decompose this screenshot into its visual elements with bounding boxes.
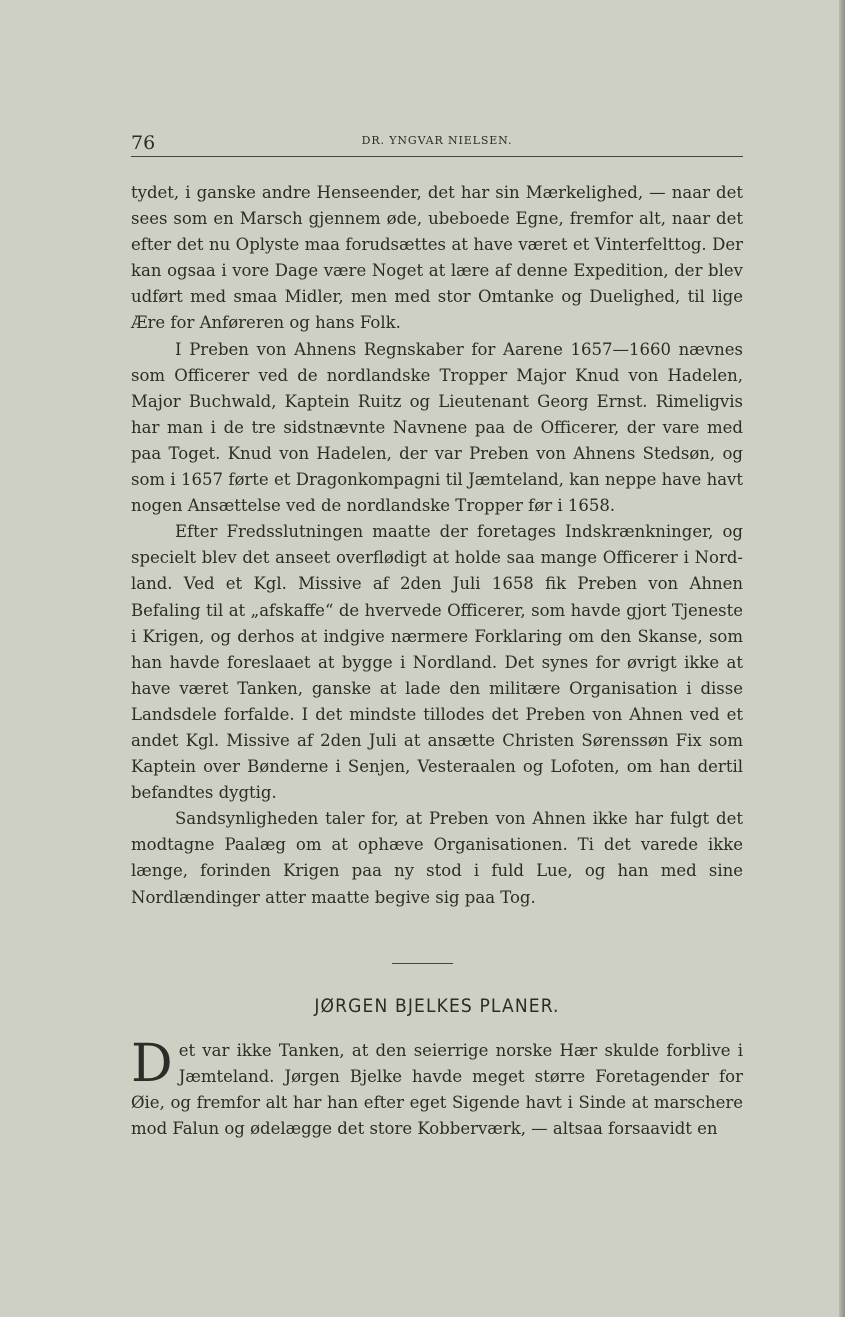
paragraph: tydet, i ganske andre Henseender, det har sin Mærkelighed, — naar det sees som en Marsch gjennem øde, ubeboede Egne, fremfor alt, naar det efter det nu Oplyste maa forudsættes at have været et Vinterfelttog. Der kan ogsaa i vore Dage være Noget at lære af denne Expedition, der blev udført med smaa Midler, men med stor Omtanke og Duelighed, til lige Ære for Anføreren og hans Folk. <box>131 183 743 333</box>
page-edge <box>839 0 845 1317</box>
running-head: DR. YNGVAR NIELSEN. <box>361 134 513 147</box>
paragraph: I Preben von Ahnens Regnskaber for Aarene 1657—1660 nævnes som Officerer ved de nordlandske Tropper Major Knud von Hadelen, Major Buchwald, Kaptein Ruitz og Lieutenant Georg Ernst. Rimeligvis har man i de tre sidstnævnte Navnene paa de Officerer, der vare med paa Toget. Knud von Hadelen, der var Preben von Ahnens Stedsøn, og som i 1657 førte et Dragonkompagni til Jæmteland, kan neppe have havt nogen Ansættelse ved de nordlandske Tropper før i 1658. <box>131 339 743 516</box>
page-number: 76 <box>131 132 156 154</box>
section-divider <box>392 963 453 964</box>
body-text <box>131 180 743 911</box>
drop-cap: D <box>131 1034 173 1094</box>
section-paragraph-text: et var ikke Tanken, at den seierrige norske Hær skulde forblive i Jæmteland. Jørgen Bjelke havde meget større Foretagender for Øie, og fremfor alt har han efter eget Sigende havt i Sinde at marschere mod Falun og ødelægge det store Kobberværk, — altsaa forsaavidt en <box>131 1041 743 1139</box>
section-body <box>131 1034 743 1142</box>
page-header <box>131 130 743 157</box>
section-paragraph <box>131 1034 743 1142</box>
paragraph: Sandsynligheden taler for, at Preben von Ahnen ikke har fulgt det modtagne Paalæg om at ophæve Organisationen. Ti det varede ikke længe, forinden Krigen paa ny stod i fuld Lue, og han med sine Nordlændinger atter maatte begive sig paa Tog. <box>131 809 743 907</box>
paragraph: Efter Fredsslutningen maatte der foretages Indskrænkninger, og specielt blev det anseet overflødigt at holde saa mange Officerer i Nordland. Ved et Kgl. Missive af 2den Juli 1658 fik Preben von Ahnen Befaling til at „afskaffe“ de hvervede Officerer, som havde gjort Tjeneste i Krigen, og derhos at indgive nærmere Forklaring om den Skanse, som han havde foreslaaet at bygge i Nordland. Det synes for øvrigt ikke at have været Tanken, ganske at lade den militære Organisation i disse Landsdele forfalde. I det mindste tillodes det Preben von Ahnen ved et andet Kgl. Missive af 2den Juli at ansætte Christen Sørenssøn Fix som Kaptein over Bønderne i Senjen, Vesteraalen og Lofoten, om han dertil befandtes dygtig. <box>131 522 743 803</box>
section-heading: JØRGEN BJELKES PLANER. <box>314 995 560 1017</box>
